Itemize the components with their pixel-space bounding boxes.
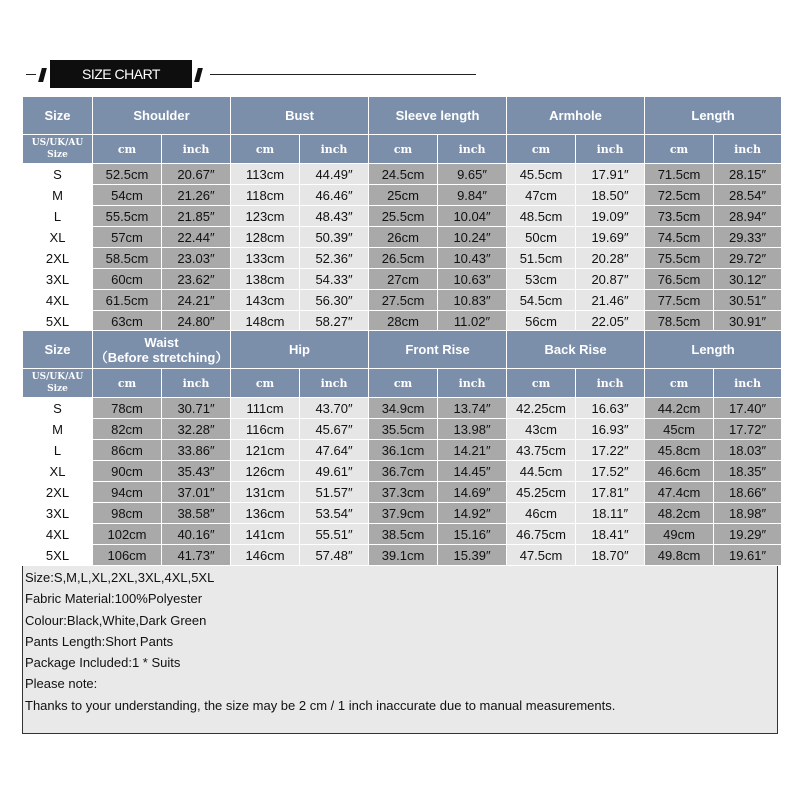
value-cell: 52.36″ — [300, 248, 369, 269]
value-cell: 54.33″ — [300, 269, 369, 290]
note-line: Package Included:1 * Suits — [25, 655, 181, 671]
value-cell: 44.2cm — [645, 398, 714, 419]
value-cell: 14.45″ — [438, 461, 507, 482]
header-row — [23, 97, 782, 135]
unit-label: inch — [162, 135, 231, 164]
value-cell: 53.54″ — [300, 503, 369, 524]
value-cell: 47cm — [507, 185, 576, 206]
table-row — [23, 545, 782, 566]
header-label: Bust — [285, 108, 314, 123]
unit-label: inch — [714, 135, 782, 164]
measure-column-header — [93, 97, 231, 135]
value-cell: 123cm — [231, 206, 300, 227]
value-cell: 28cm — [369, 311, 438, 332]
table-row — [23, 461, 782, 482]
value-cell: 53cm — [507, 269, 576, 290]
value-cell: 18.35″ — [714, 461, 782, 482]
value-cell: 43.75cm — [507, 440, 576, 461]
value-cell: 18.66″ — [714, 482, 782, 503]
value-cell: 23.03″ — [162, 248, 231, 269]
value-cell: 148cm — [231, 311, 300, 332]
value-cell: 21.85″ — [162, 206, 231, 227]
value-cell: 24.21″ — [162, 290, 231, 311]
value-cell: 113cm — [231, 164, 300, 185]
value-cell: 27cm — [369, 269, 438, 290]
value-cell: 138cm — [231, 269, 300, 290]
value-cell: 17.91″ — [576, 164, 645, 185]
value-cell: 37.9cm — [369, 503, 438, 524]
measure-column-header — [507, 97, 645, 135]
value-cell: 17.81″ — [576, 482, 645, 503]
value-cell: 48.43″ — [300, 206, 369, 227]
measure-column-header — [231, 331, 369, 369]
value-cell: 45.8cm — [645, 440, 714, 461]
header-label: Front Rise — [405, 342, 470, 357]
unit-row — [23, 135, 782, 164]
value-cell: 43cm — [507, 419, 576, 440]
value-cell: 19.09″ — [576, 206, 645, 227]
value-cell: 63cm — [93, 311, 162, 332]
value-cell: 16.63″ — [576, 398, 645, 419]
measure-column-header — [645, 331, 782, 369]
value-cell: 55.5cm — [93, 206, 162, 227]
size-cell: 3XL — [23, 269, 93, 290]
table-row — [23, 311, 782, 332]
value-cell: 35.5cm — [369, 419, 438, 440]
value-cell: 19.69″ — [576, 227, 645, 248]
value-cell: 50.39″ — [300, 227, 369, 248]
header-label: Armhole — [549, 108, 602, 123]
value-cell: 126cm — [231, 461, 300, 482]
value-cell: 30.91″ — [714, 311, 782, 332]
size-cell: XL — [23, 227, 93, 248]
unit-label: inch — [576, 369, 645, 398]
value-cell: 10.24″ — [438, 227, 507, 248]
value-cell: 38.5cm — [369, 524, 438, 545]
note-line: Colour:Black,White,Dark Green — [25, 612, 207, 628]
header-row — [23, 331, 782, 369]
header-label: Size — [44, 342, 71, 357]
unit-label: inch — [438, 369, 507, 398]
unit-label: cm — [645, 369, 714, 398]
header-label: Back Rise — [544, 342, 607, 357]
unit-label: inch — [300, 369, 369, 398]
value-cell: 17.40″ — [714, 398, 782, 419]
value-cell: 37.3cm — [369, 482, 438, 503]
value-cell: 27.5cm — [369, 290, 438, 311]
unit-label: cm — [231, 369, 300, 398]
value-cell: 9.65″ — [438, 164, 507, 185]
value-cell: 20.87″ — [576, 269, 645, 290]
table-row — [23, 269, 782, 290]
size-cell: S — [23, 398, 93, 419]
unit-label: cm — [369, 369, 438, 398]
value-cell: 72.5cm — [645, 185, 714, 206]
size-cell: M — [23, 185, 93, 206]
value-cell: 106cm — [93, 545, 162, 566]
table-row — [23, 398, 782, 419]
unit-label: inch — [438, 135, 507, 164]
value-cell: 17.52″ — [576, 461, 645, 482]
value-cell: 74.5cm — [645, 227, 714, 248]
table-row — [23, 164, 782, 185]
value-cell: 54.5cm — [507, 290, 576, 311]
value-cell: 38.58″ — [162, 503, 231, 524]
product-notes — [25, 567, 765, 716]
size-cell: 4XL — [23, 524, 93, 545]
value-cell: 17.22″ — [576, 440, 645, 461]
waist-header-label: Waist — [144, 334, 179, 350]
value-cell: 23.62″ — [162, 269, 231, 290]
size-column-header — [23, 331, 93, 369]
value-cell: 20.67″ — [162, 164, 231, 185]
value-cell: 10.04″ — [438, 206, 507, 227]
value-cell: 58.5cm — [93, 248, 162, 269]
value-cell: 58.27″ — [300, 311, 369, 332]
measure-column-header — [645, 97, 782, 135]
waist-header-note: （Before stretching） — [94, 349, 229, 365]
value-cell: 28.15″ — [714, 164, 782, 185]
value-cell: 48.5cm — [507, 206, 576, 227]
value-cell: 118cm — [231, 185, 300, 206]
value-cell: 20.28″ — [576, 248, 645, 269]
value-cell: 30.51″ — [714, 290, 782, 311]
value-cell: 36.7cm — [369, 461, 438, 482]
value-cell: 46.6cm — [645, 461, 714, 482]
top-size-table — [22, 96, 782, 332]
value-cell: 14.69″ — [438, 482, 507, 503]
size-cell: 3XL — [23, 503, 93, 524]
value-cell: 45.67″ — [300, 419, 369, 440]
value-cell: 24.5cm — [369, 164, 438, 185]
value-cell: 25cm — [369, 185, 438, 206]
value-cell: 18.41″ — [576, 524, 645, 545]
value-cell: 18.50″ — [576, 185, 645, 206]
value-cell: 57.48″ — [300, 545, 369, 566]
unit-label: cm — [93, 369, 162, 398]
unit-row — [23, 369, 782, 398]
header-label: Hip — [289, 342, 310, 357]
table-row — [23, 290, 782, 311]
value-cell: 90cm — [93, 461, 162, 482]
value-cell: 10.83″ — [438, 290, 507, 311]
size-cell: 5XL — [23, 311, 93, 332]
value-cell: 10.43″ — [438, 248, 507, 269]
note-line: Thanks to your understanding, the size may be 2 cm / 1 inch inaccurate due to manual measurements. — [25, 697, 616, 713]
value-cell: 141cm — [231, 524, 300, 545]
table-row — [23, 206, 782, 227]
value-cell: 11.02″ — [438, 311, 507, 332]
value-cell: 52.5cm — [93, 164, 162, 185]
header-label: Size — [44, 108, 71, 123]
table-row — [23, 440, 782, 461]
value-cell: 46.75cm — [507, 524, 576, 545]
value-cell: 18.03″ — [714, 440, 782, 461]
value-cell: 51.57″ — [300, 482, 369, 503]
banner-rule-left — [26, 74, 36, 75]
value-cell: 71.5cm — [645, 164, 714, 185]
value-cell: 47.64″ — [300, 440, 369, 461]
size-cell: L — [23, 440, 93, 461]
unit-label: cm — [93, 135, 162, 164]
value-cell: 22.05″ — [576, 311, 645, 332]
value-cell: 133cm — [231, 248, 300, 269]
size-cell: XL — [23, 461, 93, 482]
measure-column-header — [369, 97, 507, 135]
value-cell: 28.94″ — [714, 206, 782, 227]
value-cell: 30.12″ — [714, 269, 782, 290]
value-cell: 14.21″ — [438, 440, 507, 461]
value-cell: 46.46″ — [300, 185, 369, 206]
value-cell: 15.39″ — [438, 545, 507, 566]
value-cell: 56cm — [507, 311, 576, 332]
table-row — [23, 248, 782, 269]
value-cell: 18.70″ — [576, 545, 645, 566]
value-cell: 33.86″ — [162, 440, 231, 461]
header-label: Shoulder — [133, 108, 190, 123]
unit-label: cm — [507, 135, 576, 164]
note-line: Size:S,M,L,XL,2XL,3XL,4XL,5XL — [25, 570, 215, 585]
unit-label: cm — [231, 135, 300, 164]
value-cell: 49.61″ — [300, 461, 369, 482]
value-cell: 16.93″ — [576, 419, 645, 440]
value-cell: 60cm — [93, 269, 162, 290]
value-cell: 78cm — [93, 398, 162, 419]
value-cell: 13.98″ — [438, 419, 507, 440]
value-cell: 78.5cm — [645, 311, 714, 332]
note-line: Pants Length:Short Pants — [25, 633, 174, 649]
value-cell: 26cm — [369, 227, 438, 248]
value-cell: 24.80″ — [162, 311, 231, 332]
value-cell: 17.72″ — [714, 419, 782, 440]
header-label: Sleeve length — [395, 108, 480, 123]
value-cell: 19.61″ — [714, 545, 782, 566]
table-row — [23, 227, 782, 248]
bottom-size-table — [22, 330, 782, 566]
value-cell: 30.71″ — [162, 398, 231, 419]
size-cell: S — [23, 164, 93, 185]
size-cell: 5XL — [23, 545, 93, 566]
value-cell: 94cm — [93, 482, 162, 503]
value-cell: 54cm — [93, 185, 162, 206]
measure-column-header — [369, 331, 507, 369]
value-cell: 42.25cm — [507, 398, 576, 419]
value-cell: 47.4cm — [645, 482, 714, 503]
value-cell: 28.54″ — [714, 185, 782, 206]
size-cell: 4XL — [23, 290, 93, 311]
value-cell: 57cm — [93, 227, 162, 248]
value-cell: 116cm — [231, 419, 300, 440]
value-cell: 19.29″ — [714, 524, 782, 545]
value-cell: 49.8cm — [645, 545, 714, 566]
size-chart-title: SIZE CHART — [50, 60, 192, 88]
size-chart-banner — [0, 56, 800, 96]
unit-label: inch — [300, 135, 369, 164]
banner-accent-left — [38, 68, 47, 82]
size-chart-frame — [22, 96, 778, 734]
value-cell: 47.5cm — [507, 545, 576, 566]
size-cell: 2XL — [23, 482, 93, 503]
value-cell: 82cm — [93, 419, 162, 440]
value-cell: 128cm — [231, 227, 300, 248]
measure-column-header — [93, 331, 231, 369]
value-cell: 61.5cm — [93, 290, 162, 311]
value-cell: 51.5cm — [507, 248, 576, 269]
value-cell: 13.74″ — [438, 398, 507, 419]
value-cell: 143cm — [231, 290, 300, 311]
value-cell: 73.5cm — [645, 206, 714, 227]
value-cell: 44.49″ — [300, 164, 369, 185]
value-cell: 76.5cm — [645, 269, 714, 290]
value-cell: 56.30″ — [300, 290, 369, 311]
table-row — [23, 524, 782, 545]
value-cell: 46cm — [507, 503, 576, 524]
banner-accent-right — [194, 68, 203, 82]
value-cell: 22.44″ — [162, 227, 231, 248]
banner-rule-right — [210, 74, 476, 75]
size-column-header — [23, 97, 93, 135]
value-cell: 45.5cm — [507, 164, 576, 185]
unit-label: cm — [369, 135, 438, 164]
value-cell: 32.28″ — [162, 419, 231, 440]
header-label: Length — [691, 108, 735, 123]
value-cell: 21.26″ — [162, 185, 231, 206]
value-cell: 111cm — [231, 398, 300, 419]
table-row — [23, 482, 782, 503]
table-row — [23, 185, 782, 206]
value-cell: 18.11″ — [576, 503, 645, 524]
value-cell: 86cm — [93, 440, 162, 461]
value-cell: 55.51″ — [300, 524, 369, 545]
value-cell: 18.98″ — [714, 503, 782, 524]
value-cell: 49cm — [645, 524, 714, 545]
size-cell: L — [23, 206, 93, 227]
value-cell: 14.92″ — [438, 503, 507, 524]
size-cell: M — [23, 419, 93, 440]
table-row — [23, 419, 782, 440]
unit-label: cm — [507, 369, 576, 398]
value-cell: 29.72″ — [714, 248, 782, 269]
value-cell: 77.5cm — [645, 290, 714, 311]
note-line: Fabric Material:100%Polyester — [25, 591, 203, 607]
value-cell: 131cm — [231, 482, 300, 503]
value-cell: 9.84″ — [438, 185, 507, 206]
value-cell: 50cm — [507, 227, 576, 248]
value-cell: 43.70″ — [300, 398, 369, 419]
note-line: Please note: — [25, 676, 98, 692]
value-cell: 36.1cm — [369, 440, 438, 461]
value-cell: 102cm — [93, 524, 162, 545]
value-cell: 37.01″ — [162, 482, 231, 503]
value-cell: 29.33″ — [714, 227, 782, 248]
header-label: Length — [691, 342, 735, 357]
value-cell: 44.5cm — [507, 461, 576, 482]
value-cell: 26.5cm — [369, 248, 438, 269]
unit-label: cm — [645, 135, 714, 164]
value-cell: 35.43″ — [162, 461, 231, 482]
value-cell: 146cm — [231, 545, 300, 566]
value-cell: 75.5cm — [645, 248, 714, 269]
size-cell: 2XL — [23, 248, 93, 269]
value-cell: 40.16″ — [162, 524, 231, 545]
value-cell: 41.73″ — [162, 545, 231, 566]
value-cell: 15.16″ — [438, 524, 507, 545]
unit-label: inch — [714, 369, 782, 398]
value-cell: 34.9cm — [369, 398, 438, 419]
value-cell: 45.25cm — [507, 482, 576, 503]
size-system-label: US/UK/AU Size — [23, 369, 93, 398]
size-system-label: US/UK/AU Size — [23, 135, 93, 164]
value-cell: 48.2cm — [645, 503, 714, 524]
unit-label: inch — [576, 135, 645, 164]
value-cell: 45cm — [645, 419, 714, 440]
unit-label: inch — [162, 369, 231, 398]
value-cell: 21.46″ — [576, 290, 645, 311]
table-row — [23, 503, 782, 524]
value-cell: 136cm — [231, 503, 300, 524]
value-cell: 25.5cm — [369, 206, 438, 227]
measure-column-header — [231, 97, 369, 135]
measure-column-header — [507, 331, 645, 369]
value-cell: 121cm — [231, 440, 300, 461]
value-cell: 98cm — [93, 503, 162, 524]
value-cell: 10.63″ — [438, 269, 507, 290]
value-cell: 39.1cm — [369, 545, 438, 566]
